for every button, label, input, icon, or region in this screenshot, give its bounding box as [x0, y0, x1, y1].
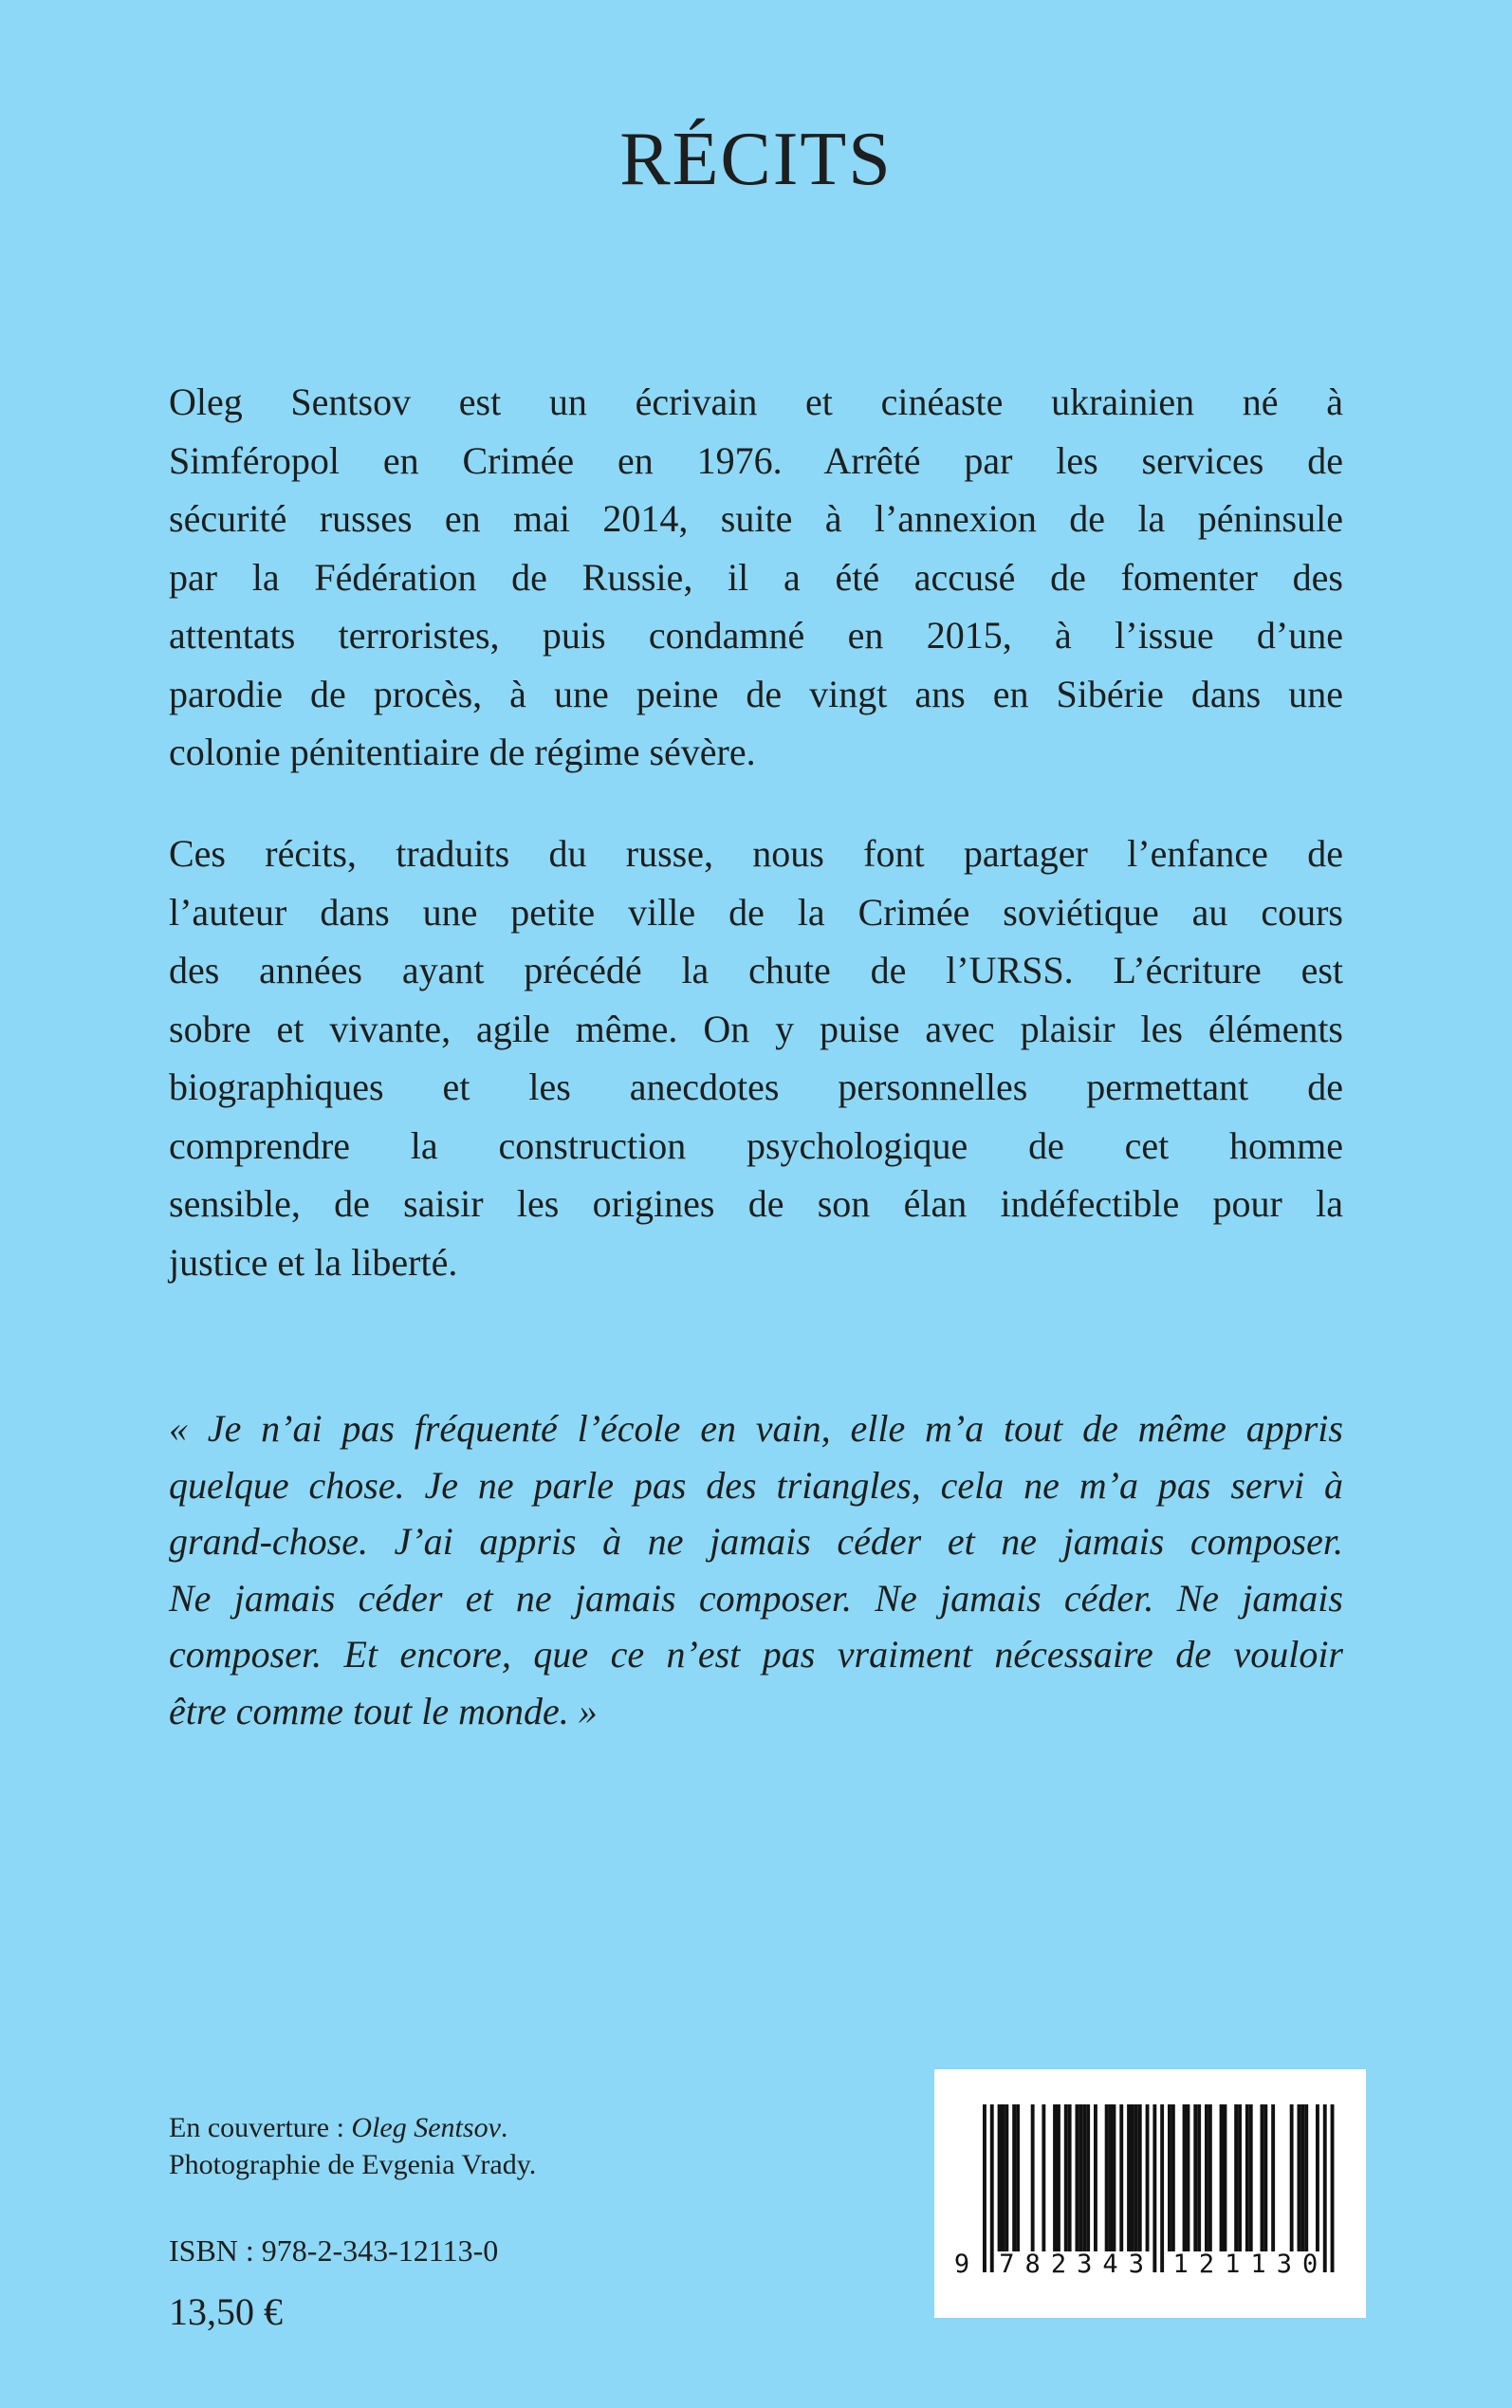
- barcode-bar: [1109, 2104, 1113, 2251]
- summary-paragraph: [169, 824, 1343, 1291]
- barcode-bar: [1261, 2104, 1264, 2251]
- isbn: ISBN : 978-2-343-12113-0: [169, 2233, 499, 2268]
- book-title: RÉCITS: [619, 118, 893, 201]
- barcode-bar: [1197, 2104, 1201, 2251]
- barcode-bar: [1331, 2104, 1335, 2272]
- barcode-bar: [1042, 2104, 1045, 2251]
- barcode-bar: [1171, 2104, 1175, 2251]
- barcode-bar: [1094, 2104, 1097, 2251]
- credit-suffix: .: [500, 2112, 508, 2143]
- text-line: Oleg Sentsov est un écrivain et cinéaste ukrainien né à: [169, 380, 1343, 423]
- barcode-bar: [1134, 2104, 1138, 2251]
- barcode-bar: [1002, 2104, 1005, 2251]
- text-line: être comme tout le monde. »: [169, 1689, 598, 1732]
- text-line: composer. Et encore, que ce n’est pas vraiment nécessaire de vouloir: [169, 1633, 1343, 1676]
- text-line: sécurité russes en mai 2014, suite à l’annexion de la péninsule: [169, 497, 1343, 540]
- barcode-bar: [1183, 2104, 1187, 2251]
- barcode-bar: [1168, 2104, 1171, 2251]
- barcode-graphic: [934, 2069, 1366, 2318]
- barcode: [934, 2069, 1366, 2318]
- price: 13,50 €: [169, 2290, 283, 2333]
- credit-subject: Oleg Sentsov: [351, 2112, 501, 2143]
- text-line: des années ayant précédé la chute de l’URSS. L’écriture est: [169, 949, 1343, 991]
- barcode-bar: [990, 2104, 994, 2272]
- barcode-bar: [1138, 2104, 1142, 2251]
- barcode-bar: [983, 2104, 986, 2272]
- barcode-bar: [1079, 2104, 1082, 2251]
- barcode-bar: [1300, 2104, 1304, 2251]
- barcode-digit: 3: [1276, 2250, 1292, 2279]
- barcode-bar: [1220, 2104, 1224, 2251]
- barcode-bar: [1076, 2104, 1079, 2251]
- barcode-bar: [1234, 2104, 1238, 2251]
- barcode-bar: [1208, 2104, 1212, 2251]
- text-line: justice et la liberté.: [169, 1240, 458, 1284]
- text-line: parodie de procès, à une peine de vingt ans en Sibérie dans une: [169, 672, 1343, 715]
- text-line: grand-chose. J’ai appris à ne jamais céder et ne jamais composer.: [169, 1520, 1343, 1563]
- barcode-bar: [1031, 2104, 1035, 2251]
- barcode-bar: [1316, 2104, 1319, 2251]
- barcode-digit: 0: [1302, 2250, 1318, 2279]
- text-line: Simféropol en Crimée en 1976. Arrêté par les services de: [169, 438, 1343, 482]
- barcode-digit: 1: [1172, 2250, 1189, 2279]
- text-line: colonie pénitentiaire de régime sévère.: [169, 731, 756, 773]
- barcode-bar: [1205, 2104, 1208, 2251]
- barcode-bar: [1152, 2104, 1156, 2272]
- barcode-digit: 8: [1024, 2250, 1041, 2279]
- barcode-bar: [1064, 2104, 1068, 2251]
- text-line: sensible, de saisir les origines de son élan indéfectible pour la: [169, 1182, 1343, 1225]
- barcode-bar: [1127, 2104, 1131, 2251]
- barcode-bar: [1263, 2104, 1267, 2251]
- barcode-bar: [1298, 2104, 1301, 2251]
- barcode-bar: [1146, 2104, 1150, 2251]
- text-line: « Je n’ai pas fréquenté l’école en vain, elle m’a tout de même appris: [169, 1407, 1343, 1450]
- credit-prefix: En couverture :: [169, 2112, 352, 2143]
- text-line: Ne jamais céder et ne jamais composer. Ne jamais céder. Ne jamais: [169, 1576, 1343, 1620]
- barcode-bar: [1053, 2104, 1057, 2251]
- barcode-digit: 1: [1225, 2250, 1241, 2279]
- text-line: quelque chose. Je ne parle pas des triangles, cela ne m’a pas servi à: [169, 1463, 1343, 1507]
- barcode-digit: 2: [1198, 2250, 1215, 2279]
- barcode-digit: 7: [999, 2250, 1015, 2279]
- barcode-bar: [1290, 2104, 1294, 2251]
- excerpt-quote: [169, 1400, 1343, 1739]
- photo-credit: Photographie de Evgenia Vrady.: [169, 2149, 537, 2180]
- barcode-bar: [1224, 2104, 1227, 2251]
- text-line: comprendre la construction psychologique de cet homme: [169, 1123, 1343, 1167]
- barcode-bar: [1245, 2104, 1249, 2251]
- barcode-bar: [1238, 2104, 1242, 2251]
- barcode-digit: 3: [1128, 2250, 1144, 2279]
- barcode-digit: 2: [1050, 2250, 1067, 2279]
- barcode-digit: 9: [953, 2250, 970, 2279]
- barcode-digit: 1: [1250, 2250, 1266, 2279]
- barcode-bar: [1304, 2104, 1308, 2251]
- barcode-bar: [1131, 2104, 1134, 2251]
- text-line: Ces récits, traduits du russe, nous font partager l’enfance de: [169, 832, 1343, 875]
- barcode-bar: [1249, 2104, 1253, 2251]
- barcode-bar: [1187, 2104, 1190, 2251]
- barcode-digit: 4: [1102, 2250, 1118, 2279]
- barcode-bar: [1271, 2104, 1275, 2251]
- barcode-bar: [1005, 2104, 1008, 2251]
- barcode-bar: [1113, 2104, 1116, 2251]
- text-line: sobre et vivante, agile même. On y puise avec plaisir les éléments: [169, 1007, 1343, 1050]
- barcode-digit: 3: [1077, 2250, 1093, 2279]
- text-line: l’auteur dans une petite ville de la Crimée soviétique au cours: [169, 890, 1343, 934]
- cover-credit: [169, 2109, 536, 2183]
- barcode-bar: [1119, 2104, 1123, 2251]
- barcode-bar: [1160, 2104, 1164, 2272]
- barcode-bar: [1016, 2104, 1020, 2251]
- barcode-bar: [1057, 2104, 1060, 2251]
- barcode-bar: [1086, 2104, 1090, 2251]
- barcode-bar: [998, 2104, 1002, 2251]
- barcode-bar: [1012, 2104, 1016, 2251]
- barcode-bar: [1082, 2104, 1086, 2251]
- barcode-bar: [1105, 2104, 1109, 2251]
- text-line: par la Fédération de Russie, il a été accusé de fomenter des: [169, 555, 1343, 599]
- text-line: attentats terroristes, puis condamné en 2015, à l’issue d’une: [169, 614, 1343, 657]
- author-bio-paragraph: [169, 373, 1343, 782]
- barcode-bar: [1323, 2104, 1327, 2272]
- text-line: biographiques et les anecdotes personnelles permettant de: [169, 1065, 1343, 1108]
- barcode-bar: [1068, 2104, 1072, 2251]
- barcode-bar: [1193, 2104, 1197, 2251]
